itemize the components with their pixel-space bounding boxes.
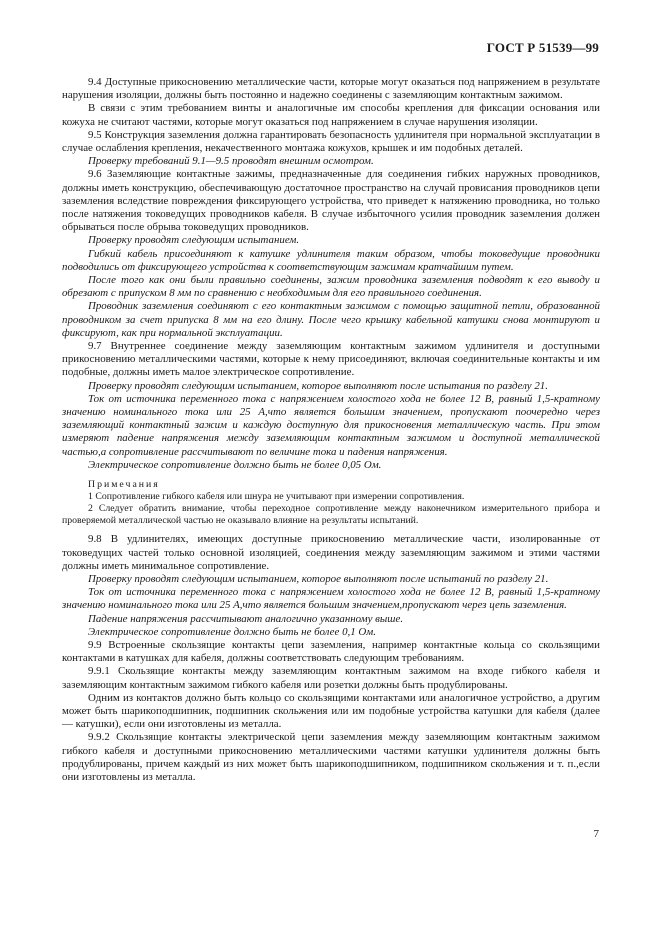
test-step: Падение напряжения рассчитывают аналогично указанному выше. <box>88 612 404 625</box>
paragraph-9-9: 9.9 Встроенные скользящие контакты цепи заземления, например контактные кольца со скользящими контактами в катушках для кабеля, должны соответствовать следующим требованиям. <box>62 638 600 665</box>
test-step: После того как они были правильно соединены, зажим проводника заземления подводят к его выводу и обрезают с припуском 8 мм по сравнению с необходимым для его правильного соединения. <box>62 274 600 300</box>
test-intro: Проверку проводят следующим испытанием. <box>88 234 300 247</box>
test-step: Ток от источника переменного тока с напряжением холостого хода не более 12 В, равный 1,5-кратному значению номинального тока или 25 А,что является большим значением, пропускают поочередно через заземляющий контактный зажим и каждую доступную для прикосновения металлическую часть. При этом измеряют падение напряжения между заземляющим контактным зажимом и доступной металлической частью,а сопротивление рассчитывают по величине тока и падения напряжения. <box>62 392 600 458</box>
test-step: Гибкий кабель присоединяют к катушке удлинителя таким образом, чтобы токоведущие проводники подводились от фиксирующего устройства к соответствующим зажимам кратчайшим путем. <box>62 247 600 273</box>
paragraph-9-4: 9.4 Доступные прикосновению металлические части, которые могут оказаться под напряжением в результате нарушения изоляции, должны быть постоянно и надежно соединены с заземляющим контактным зажимом. <box>62 76 600 102</box>
paragraph-9-8: 9.8 В удлинителях, имеющих доступные прикосновению металлические части, изолированные от токоведущих частей только основной изоляцией, соединения между заземляющим зажимом и этими частями должны иметь минимальное сопротивление. <box>62 533 600 572</box>
test-intro: Проверку проводят следующим испытанием, которое выполняют после испытания по разделу 21. <box>88 379 548 392</box>
note-item: 1 Сопротивление гибкого кабеля или шнура не учитывают при измерении сопротивления. <box>88 491 465 503</box>
paragraph-9-5: 9.5 Конструкция заземления должна гарантировать безопасность удлинителя при нормальной эксплуатации в случае ослабления крепления, некачественного монтажа кожухов, крышек и им подобных деталей. <box>62 128 600 155</box>
test-requirement: Электрическое сопротивление должно быть не более 0,05 Ом. <box>88 458 382 471</box>
page-number: 7 <box>593 828 599 840</box>
note-item: 2 Следует обратить внимание, чтобы переходное сопротивление между наконечником измерительного прибора и проверяемой металлической частью не оказывало влияние на результаты испытаний. <box>62 503 600 527</box>
paragraph-9-7: 9.7 Внутреннее соединение между заземляющим контактным зажимом удлинителя и доступными прикосновению металлическими частями, которые к нему присоединяют, включая соединительные контакты и им подобные, должны иметь малое электрическое сопротивление. <box>62 340 600 379</box>
test-intro: Проверку проводят следующим испытанием, которое выполняют после испытаний по разделу 21. <box>88 572 549 585</box>
paragraph: Одним из контактов должно быть кольцо со скользящими контактами или аналогичное устройство, а другим может быть шарикоподшипник, подшипник скольжения или им подобные устройства катушки для кабеля (далее — катушки), если они изготовлены из металла. <box>62 691 600 731</box>
paragraph-9-6: 9.6 Заземляющие контактные зажимы, предназначенные для соединения гибких наружных проводников, должны иметь конструкцию, обеспечивающую достаточное пространство на случай провисания проводников цепи заземления вследствие повреждения фиксирующего устройства, что приведет к натяжению проводника, но только после натяжения токоведущих проводников кабеля. В случае избыточного усилия проводник заземления должен обрываться после обрыва токоведущих проводников. <box>62 168 600 234</box>
page-header-standard-id: ГОСТ Р 51539—99 <box>486 40 599 55</box>
paragraph-9-9-2: 9.9.2 Скользящие контакты электрической цепи заземления между заземляющим контактным зажимом гибкого кабеля и доступными прикосновению металлическими частями катушки удлинителя должны быть продублированы, причем каждый из них может быть шарикоподшипником, подшипником скольжения и т. п.,если они изготовлены из металла. <box>62 731 600 783</box>
test-step: Ток от источника переменного тока с напряжением холостого хода не более 12 В, равный 1,5-кратному значению номинального тока или 25 А,что является большим значением,пропускают через цепь заземления. <box>62 586 600 612</box>
test-requirement: Электрическое сопротивление должно быть не более 0,1 Ом. <box>88 625 376 638</box>
document-body <box>62 76 600 784</box>
test-step: Проводник заземления соединяют с его контактным зажимом с помощью защитной петли, образованной проводником за счет припуска 8 мм на его длину. После чего крышку кабельной катушки снова монтируют и фиксируют, как при нормальной эксплуатации. <box>62 300 600 339</box>
inspection-note: Проверку требований 9.1—9.5 проводят внешним осмотром. <box>88 155 374 168</box>
notes-title: Примечания <box>88 479 160 491</box>
paragraph-9-9-1: 9.9.1 Скользящие контакты между заземляющим контактным зажимом на входе гибкого кабеля и заземляющим контактным зажимом гибкого кабеля или розетки должны быть продублированы. <box>62 665 600 691</box>
paragraph: В связи с этим требованием винты и аналогичные им способы крепления для фиксации основания или кожуха не считают частями, которые могут оказаться под напряжением в случае нарушения изоляции. <box>62 102 600 128</box>
